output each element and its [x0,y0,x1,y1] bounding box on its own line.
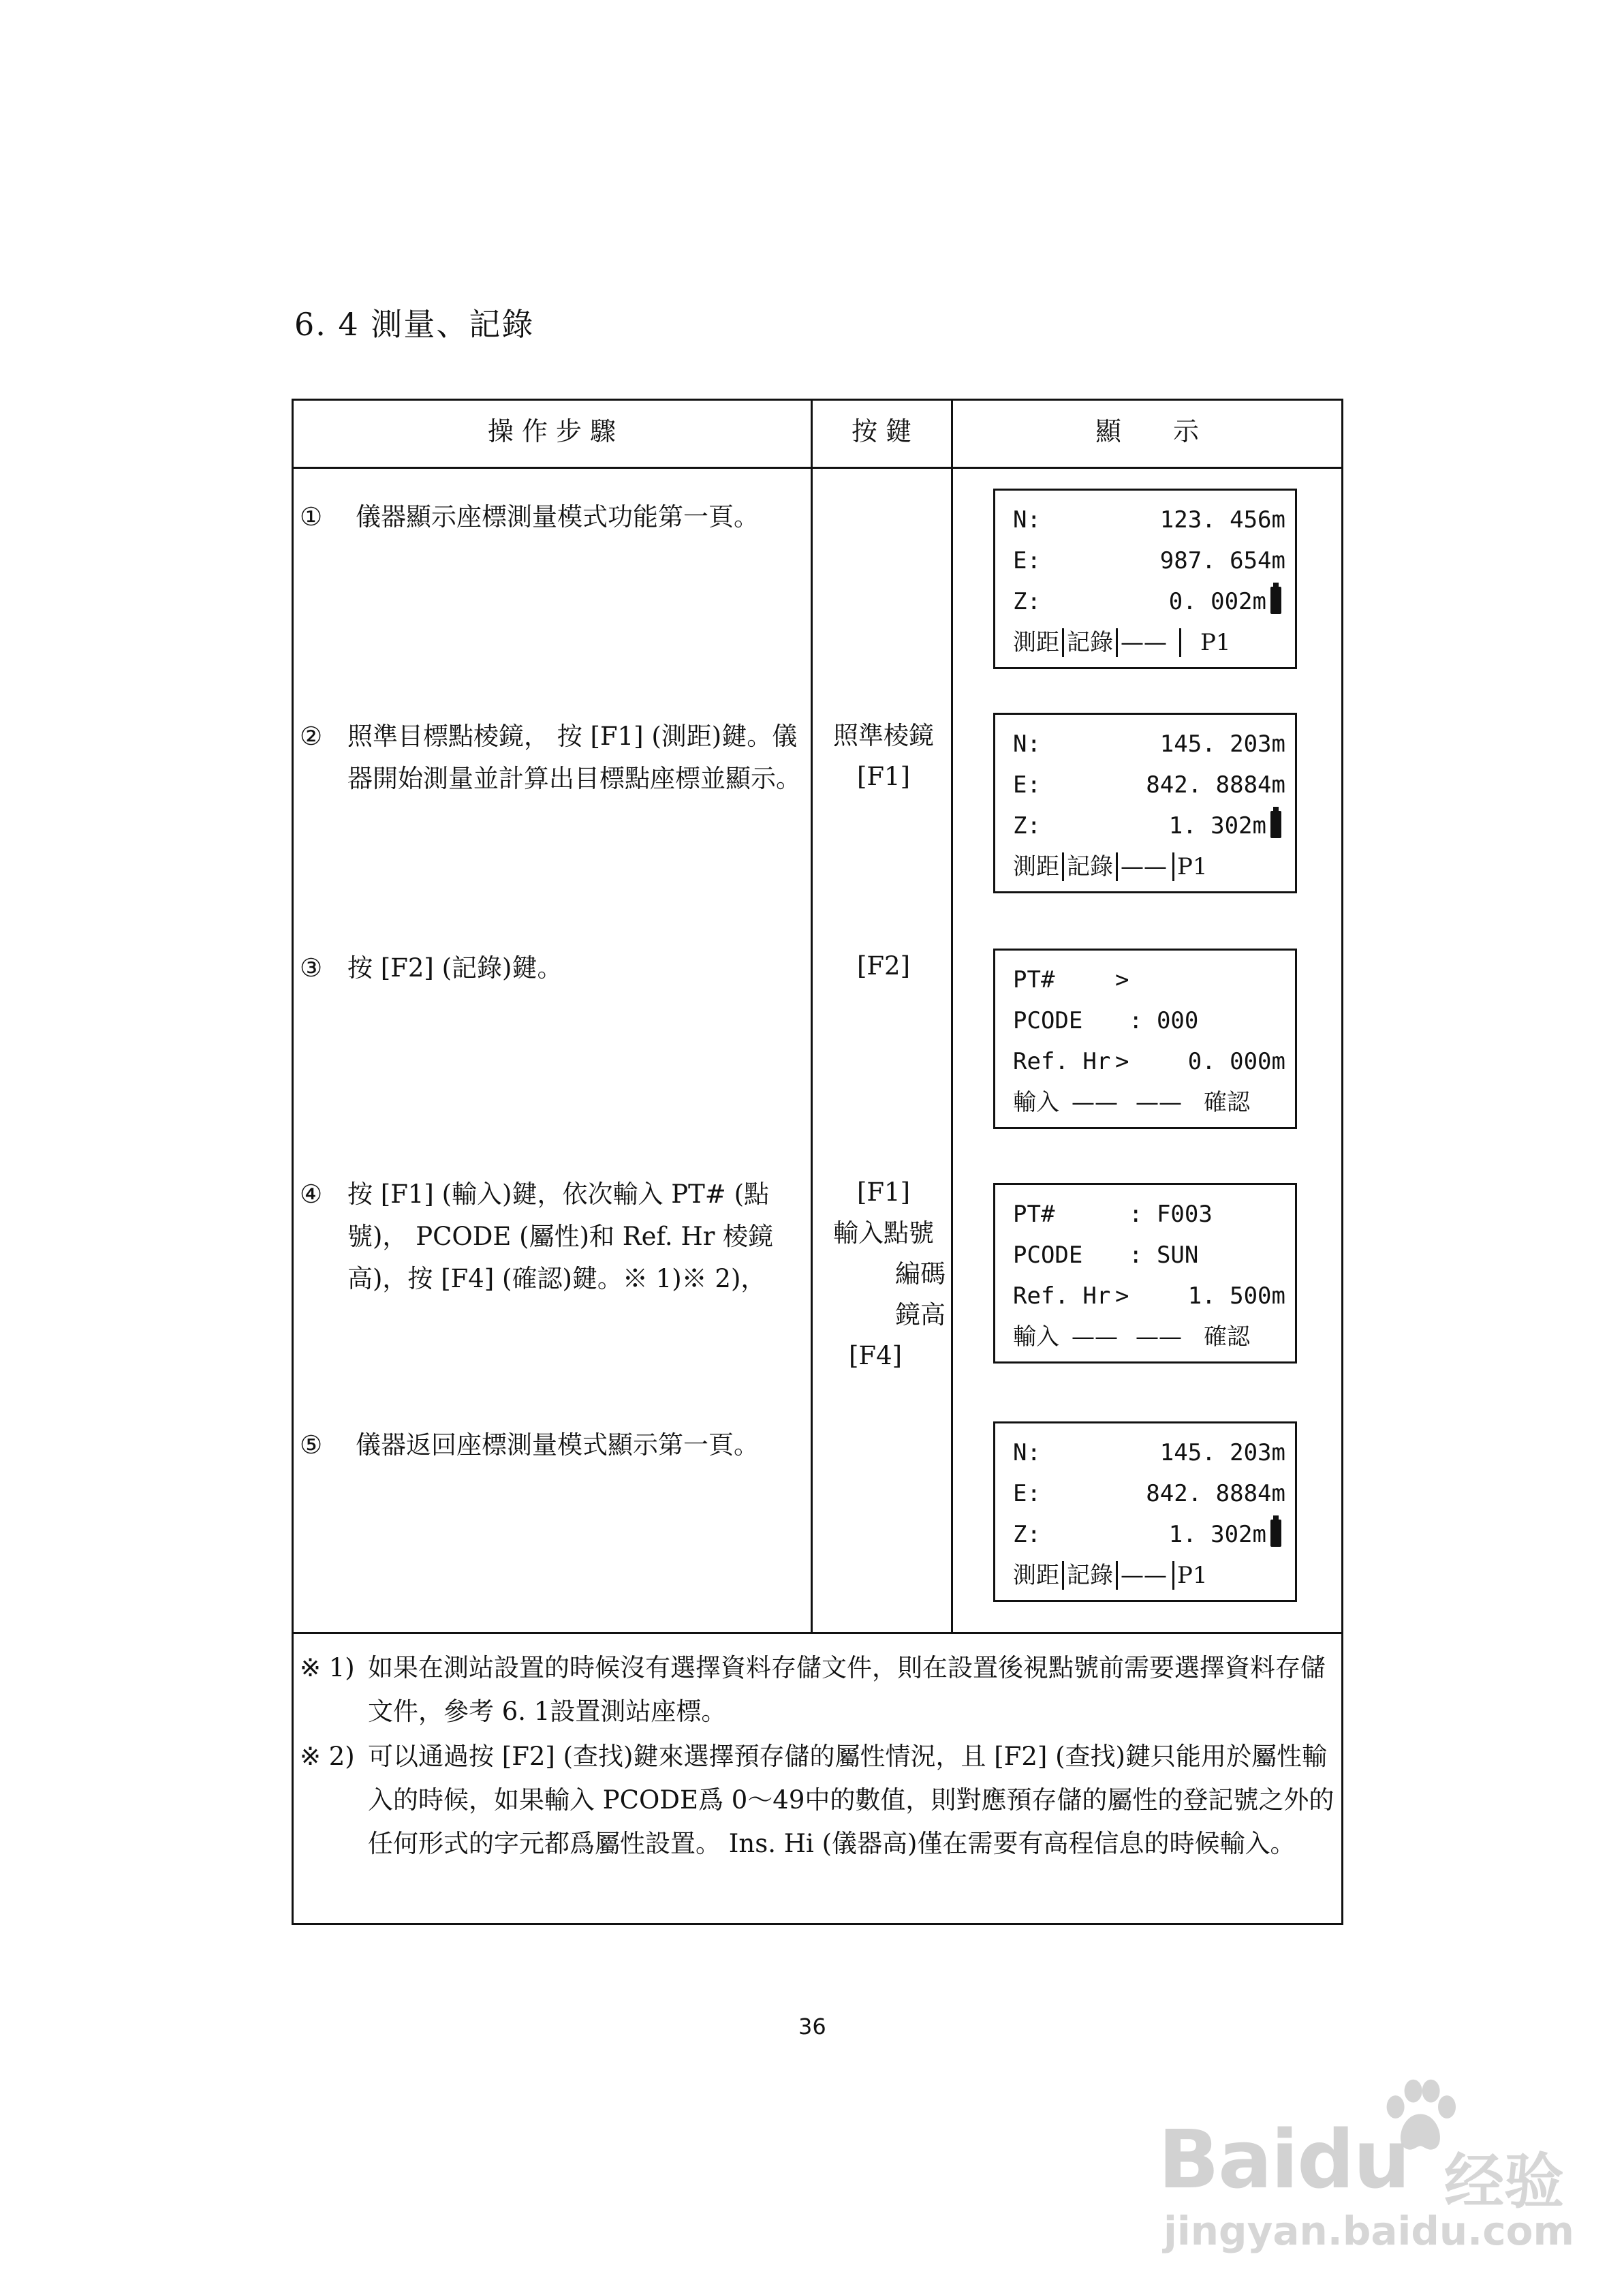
step-5-number: ⑤ [300,1430,323,1460]
lcd-1-value-z: 0. 002m [1168,588,1266,615]
lcd-5-value-n: 145. 203m [1159,1439,1285,1466]
lcd-2-value-z: 1. 302m [1168,812,1266,840]
softkey-page: P1 [1177,853,1208,880]
softkey-confirm: 確認 [1204,1089,1250,1116]
header-steps: 操 作 步 驟 [487,416,616,446]
lcd-screen-1 [993,489,1297,669]
lcd-2-label-n: N: [1013,730,1041,758]
header-divider [292,467,1343,469]
softkey-blank-1: —— [1072,1323,1118,1351]
lcd-1-label-z: Z: [1013,588,1041,615]
section-title: 6. 4 測量、記錄 [294,306,535,343]
step-3-number: ③ [300,953,323,983]
header-keys: 按 鍵 [851,416,912,446]
note-1-text: 如果在測站設置的時候沒有選擇資料存儲文件，則在設置後視點號前需要選擇資料存儲文件，參考 6. 1設置測站座標。 [368,1653,1326,1726]
step-3-text: 按 [F2] (記錄)鍵。 [347,953,563,983]
softkey-input: 輸入 [1013,1323,1059,1351]
step-2 [300,715,804,852]
battery-icon [1270,587,1281,614]
softkey-blank: —— [1121,629,1167,656]
step-1-number: ① [300,502,323,532]
lcd-5-value-e: 842. 8884m [1146,1480,1285,1507]
lcd-3-refhr-prompt: > [1115,1048,1129,1075]
keys-4-height: 鏡高 [895,1300,946,1329]
softkey-blank-1: —— [1072,1089,1118,1116]
note-1 [300,1646,1335,1734]
note-2 [300,1735,1335,1909]
softkey-blank-2: —— [1136,1089,1182,1116]
keys-2-f1: [F1] [856,762,911,791]
page-number: 36 [798,2014,826,2039]
softkey-measure: 測距 [1013,629,1059,656]
lcd-3-label-pcode: PCODE [1013,1007,1083,1034]
lcd-4-refhr-prompt: > [1115,1282,1129,1310]
lcd-1-value-e: 987. 654m [1159,547,1285,574]
lcd-3-label-pt: PT# [1013,966,1055,994]
watermark [1158,2071,1580,2262]
softkey-input: 輸入 [1013,1089,1059,1116]
lcd-3-pcode-value: : 000 [1129,1007,1199,1034]
lcd-4-label-pcode: PCODE [1013,1242,1083,1269]
watermark-brand-cn: 经验 [1444,2146,1565,2217]
step-2-text: 照準目標點棱鏡， 按 [F1] (測距)鍵。儀器開始測量並計算出目標點座標並顯示。 [347,722,801,793]
watermark-brand: Baidu [1158,2112,1409,2206]
lcd-4-refhr-value: 1. 500m [1187,1282,1285,1310]
header-display: 顯 示 [1095,416,1199,446]
lcd-1-label-e: E: [1013,547,1041,574]
lcd-4-softkeys [1013,1316,1285,1358]
keys-4-f4: [F4] [849,1341,903,1370]
lcd-2-label-z: Z: [1013,812,1041,840]
keys-3 [812,946,955,987]
lcd-2-label-e: E: [1013,771,1041,799]
lcd-5-label-z: Z: [1013,1521,1041,1548]
battery-icon [1270,1520,1281,1547]
softkey-record: 記錄 [1067,1562,1113,1589]
keys-4 [812,1172,955,1376]
lcd-3-pt-value: > [1115,966,1129,994]
softkey-blank-2: —— [1136,1323,1182,1351]
step-4 [300,1173,804,1310]
softkey-measure: 測距 [1013,1562,1059,1589]
lcd-5-value-z: 1. 302m [1168,1521,1266,1548]
softkey-measure: 測距 [1013,853,1059,880]
keys-4-f1: [F1] [856,1177,911,1207]
keys-2 [812,715,955,797]
note-1-mark: ※ 1) [300,1653,355,1682]
lcd-screen-2 [993,713,1297,893]
note-2-text: 可以通過按 [F2] (查找)鍵來選擇預存儲的屬性情況，且 [F2] (查找)鍵只能用於屬性輸入的時候，如果輸入 PCODE爲 0～49中的數值，則對應預存儲的屬性的登記號之外的任何形式的字元都爲屬性設置。 Ins. Hi (儀器高)僅在需要有高程信息的時候輸入。 [368,1742,1334,1858]
lcd-screen-3 [993,949,1297,1129]
keys-4-input-point: 輸入點號 [833,1218,934,1248]
lcd-4-pt-value: : F003 [1129,1201,1213,1228]
step-1-text: 儀器顯示座標測量模式功能第一頁。 [356,502,759,532]
lcd-screen-5 [993,1421,1297,1602]
lcd-2-value-e: 842. 8884m [1146,771,1285,799]
lcd-2-softkeys [1013,846,1285,888]
softkey-page: P1 [1200,629,1231,656]
note-2-mark: ※ 2) [300,1742,355,1771]
softkey-blank: —— [1121,1562,1167,1589]
lcd-1-softkeys [1013,621,1285,664]
watermark-url: jingyan.baidu.com [1164,2208,1574,2254]
lcd-3-refhr-value: 0. 000m [1187,1048,1285,1075]
step-4-number: ④ [300,1180,323,1209]
softkey-record: 記錄 [1067,629,1113,656]
keys-2-aim: 照準棱鏡 [833,721,934,750]
step-5-text: 儀器返回座標測量模式顯示第一頁。 [356,1430,759,1460]
keys-3-f2: [F2] [856,951,911,981]
lcd-4-label-pt: PT# [1013,1201,1055,1228]
battery-icon [1270,811,1281,838]
lcd-2-value-n: 145. 203m [1159,730,1285,758]
lcd-3-label-refhr: Ref. Hr [1013,1048,1111,1075]
lcd-4-pcode-value: : SUN [1129,1242,1199,1269]
lcd-5-softkeys [1013,1554,1285,1597]
lcd-1-label-n: N: [1013,506,1041,534]
lcd-1-value-n: 123. 456m [1159,506,1285,534]
keys-4-code: 編碼 [895,1259,946,1289]
softkey-confirm: 確認 [1204,1323,1250,1351]
column-divider-2 [951,399,953,1633]
lcd-5-label-n: N: [1013,1439,1041,1466]
softkey-page: P1 [1177,1562,1208,1589]
lcd-3-softkeys [1013,1081,1285,1124]
softkey-record: 記錄 [1067,853,1113,880]
step-2-number: ② [300,722,323,751]
softkey-blank: —— [1121,853,1167,880]
lcd-5-label-e: E: [1013,1480,1041,1507]
notes-divider [292,1632,1343,1634]
step-4-text: 按 [F1] (輸入)鍵，依次輸入 PT# (點號)， PCODE (屬性)和 Ref. Hr 棱鏡高)，按 [F4] (確認)鍵。※ 1)※ 2)， [347,1180,774,1293]
lcd-4-label-refhr: Ref. Hr [1013,1282,1111,1310]
lcd-screen-4 [993,1183,1297,1364]
